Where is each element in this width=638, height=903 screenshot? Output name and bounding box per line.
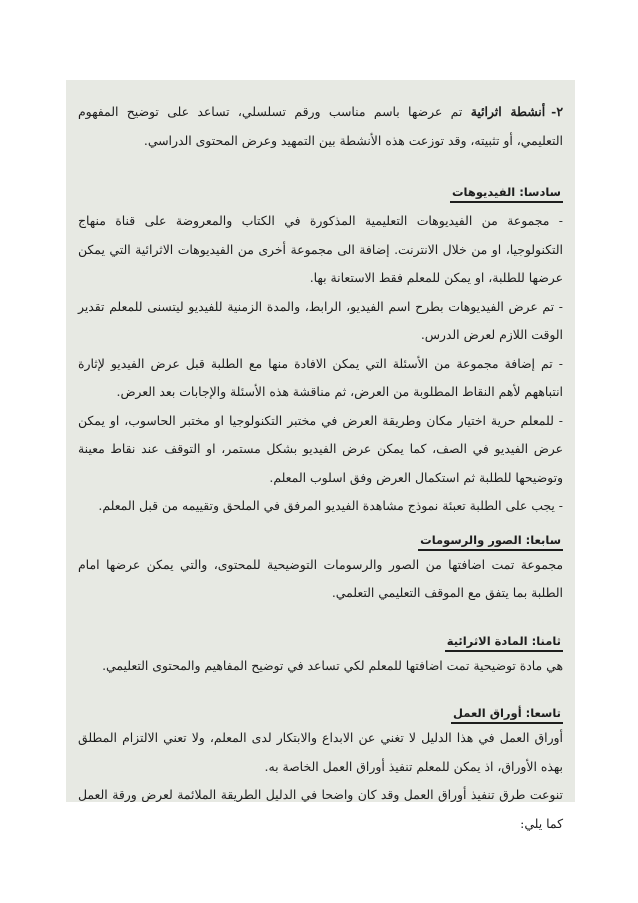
intro-number: ٢-	[551, 104, 563, 119]
worksheets-heading: تاسعا: أوراق العمل	[451, 704, 563, 724]
images-heading: سابعا: الصور والرسومات	[418, 531, 563, 551]
enrichment-heading: ثامنا: المادة الاثرائية	[445, 632, 563, 652]
images-text: مجموعة تمت اضافتها من الصور والرسومات التوضيحية للمحتوى، والتي يمكن عرضها امام الطلبة بما يتفق مع الموقف التعليمي التعلمي.	[78, 556, 563, 600]
videos-item-5: - يجب على الطلبة تعبئة نموذج مشاهدة الفيديو المرفق في الملحق وتقييمه من قبل المعلم.	[98, 498, 563, 513]
enrichment-heading-row	[78, 622, 563, 652]
videos-item-3: - تم إضافة مجموعة من الأسئلة التي يمكن الافادة منها مع الطلبة قبل عرض الفيديو لإثارة انتباههم لأهم النقاط المطلوبة من العرض، ثم مناقشة هذه الأسئلة والإجابات بعد العرض.	[78, 355, 563, 399]
videos-heading-row	[78, 173, 563, 203]
images-heading-row	[78, 521, 563, 551]
worksheets-text: أوراق العمل في هذا الدليل لا تغني عن الابداع والابتكار لدى المعلم، ولا تعني الالتزام المطلق بهذه الأوراق، اذ يمكن للمعلم تنفيذ أوراق العمل الخاصة به.	[78, 730, 563, 774]
intro-heading: أنشطة اثرائية	[470, 104, 546, 119]
intro-text: تم عرضها باسم مناسب ورقم تسلسلي، تساعد على توضيح المفهوم التعليمي، أو تثبيته، وقد توزعت هذه الأنشطة بين التمهيد وعرض المحتوى الدراسي.	[78, 104, 563, 148]
videos-item-1: - مجموعة من الفيديوهات التعليمية المذكورة في الكتاب والمعروضة على قناة منهاج التكنولوجيا، او من خلال الانترنت. إضافة الى مجموعة أخرى من الفيديوهات الاثرائية التي يمكن عرضها للطلبة، او يمكن للمعلم فقط الاستعانة بها.	[78, 213, 563, 285]
videos-item-4: - للمعلم حرية اختيار مكان وطريقة العرض في مختبر التكنولوجيا او مختبر الحاسوب، او يمكن عرض الفيديو في الصف، كما يمكن عرض الفيديو بشكل مستمر، او التوقف عند نقاط معينة وتوضيحها للطلبة ثم استكمال العرض وفق اسلوب المعلم.	[78, 412, 563, 485]
intro-paragraph	[78, 98, 563, 155]
content-panel	[66, 80, 575, 831]
worksheets-text-2: تنوعت طرق تنفيذ أوراق العمل وقد كان واضحا في الدليل الطريقة الملائمة لعرض ورقة العمل كما يلي:	[78, 787, 563, 831]
worksheets-heading-row	[78, 694, 563, 724]
videos-heading: سادسا: الفيديوهات	[450, 183, 563, 203]
enrichment-text: هي مادة توضيحية تمت اضافتها للمعلم لكي تساعد في توضيح المفاهيم والمحتوى التعليمي.	[102, 657, 563, 673]
videos-item-2: - تم عرض الفيديوهات بطرح اسم الفيديو، الرابط، والمدة الزمنية للفيديو ليتسنى للمعلم تقدير الوقت اللازم لعرض الدرس.	[78, 298, 563, 342]
